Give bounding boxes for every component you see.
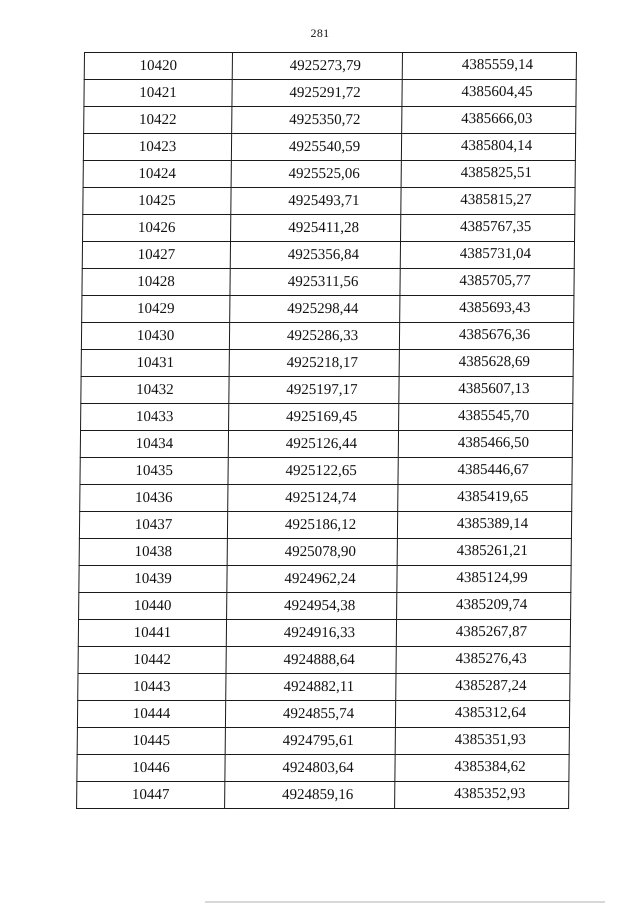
- y-coordinate-cell: 4385666,03: [402, 107, 576, 134]
- table-row: [81, 404, 573, 431]
- point-number-cell: 10447: [77, 782, 225, 809]
- x-coordinate-cell: 4924859,16: [225, 782, 395, 809]
- x-coordinate-cell: 4925540,59: [231, 134, 401, 161]
- x-coordinate-cell: 4925124,74: [228, 485, 398, 512]
- point-number-cell: 10428: [82, 269, 230, 296]
- y-coordinate-cell: 4385209,74: [397, 593, 571, 620]
- y-coordinate-cell: 4385604,45: [402, 80, 576, 107]
- table-row: [77, 755, 569, 782]
- point-number-cell: 10439: [79, 566, 227, 593]
- x-coordinate-cell: 4925186,12: [227, 512, 397, 539]
- y-coordinate-cell: 4385276,43: [396, 647, 570, 674]
- y-coordinate-cell: 4385287,24: [396, 674, 570, 701]
- table-row: [78, 674, 570, 701]
- x-coordinate-cell: 4925411,28: [231, 215, 401, 242]
- point-number-cell: 10434: [80, 431, 228, 458]
- table-row: [83, 161, 575, 188]
- y-coordinate-cell: 4385389,14: [397, 512, 571, 539]
- x-coordinate-cell: 4924803,64: [225, 755, 395, 782]
- y-coordinate-cell: 4385676,36: [399, 323, 573, 350]
- table-row: [81, 377, 573, 404]
- table-row: [83, 215, 575, 242]
- x-coordinate-cell: 4925122,65: [228, 458, 398, 485]
- x-coordinate-cell: 4925298,44: [230, 296, 400, 323]
- table-row: [77, 728, 569, 755]
- point-number-cell: 10438: [79, 539, 227, 566]
- point-number-cell: 10426: [83, 215, 231, 242]
- x-coordinate-cell: 4925078,90: [227, 539, 397, 566]
- x-coordinate-cell: 4925493,71: [231, 188, 401, 215]
- y-coordinate-cell: 4385731,04: [400, 242, 574, 269]
- y-coordinate-cell: 4385124,99: [397, 566, 571, 593]
- table-row: [79, 539, 571, 566]
- table-row: [77, 701, 569, 728]
- table-row: [80, 458, 572, 485]
- point-number-cell: 10420: [84, 53, 232, 80]
- table-row: [79, 512, 571, 539]
- x-coordinate-cell: 4924916,33: [226, 620, 396, 647]
- x-coordinate-cell: 4924962,24: [227, 566, 397, 593]
- table-row: [81, 350, 573, 377]
- y-coordinate-cell: 4385419,65: [398, 485, 572, 512]
- x-coordinate-cell: 4925169,45: [229, 404, 399, 431]
- point-number-cell: 10432: [81, 377, 229, 404]
- point-number-cell: 10435: [80, 458, 228, 485]
- point-number-cell: 10443: [78, 674, 226, 701]
- table-row: [83, 188, 575, 215]
- x-coordinate-cell: 4925291,72: [232, 80, 402, 107]
- x-coordinate-cell: 4925197,17: [229, 377, 399, 404]
- x-coordinate-cell: 4925286,33: [229, 323, 399, 350]
- point-number-cell: 10446: [77, 755, 225, 782]
- table-row: [83, 134, 575, 161]
- y-coordinate-cell: 4385705,77: [400, 269, 574, 296]
- x-coordinate-cell: 4925218,17: [229, 350, 399, 377]
- point-number-cell: 10433: [81, 404, 229, 431]
- point-number-cell: 10427: [82, 242, 230, 269]
- coordinates-table-body: [77, 53, 577, 809]
- y-coordinate-cell: 4385545,70: [399, 404, 573, 431]
- y-coordinate-cell: 4385466,50: [398, 431, 572, 458]
- table-row: [84, 107, 576, 134]
- y-coordinate-cell: 4385352,93: [395, 782, 569, 809]
- y-coordinate-cell: 4385804,14: [401, 134, 575, 161]
- y-coordinate-cell: 4385446,67: [398, 458, 572, 485]
- table-row: [84, 53, 576, 80]
- table-row: [79, 593, 571, 620]
- x-coordinate-cell: 4924954,38: [227, 593, 397, 620]
- table-row: [78, 620, 570, 647]
- table-row: [77, 782, 569, 809]
- scan-edge-line: [205, 901, 605, 903]
- table-row: [84, 80, 576, 107]
- point-number-cell: 10437: [79, 512, 227, 539]
- point-number-cell: 10440: [79, 593, 227, 620]
- y-coordinate-cell: 4385767,35: [401, 215, 575, 242]
- table-row: [79, 566, 571, 593]
- page-number: 281: [310, 26, 330, 40]
- point-number-cell: 10425: [83, 188, 231, 215]
- point-number-cell: 10445: [77, 728, 225, 755]
- table-row: [82, 242, 574, 269]
- x-coordinate-cell: 4924855,74: [225, 701, 395, 728]
- point-number-cell: 10444: [77, 701, 225, 728]
- point-number-cell: 10424: [83, 161, 231, 188]
- point-number-cell: 10430: [81, 323, 229, 350]
- table-row: [82, 269, 574, 296]
- y-coordinate-cell: 4385312,64: [395, 701, 569, 728]
- y-coordinate-cell: 4385559,14: [402, 53, 576, 80]
- point-number-cell: 10442: [78, 647, 226, 674]
- table-row: [78, 647, 570, 674]
- y-coordinate-cell: 4385267,87: [396, 620, 570, 647]
- table-row: [81, 323, 573, 350]
- y-coordinate-cell: 4385607,13: [399, 377, 573, 404]
- point-number-cell: 10431: [81, 350, 229, 377]
- table-row: [82, 296, 574, 323]
- x-coordinate-cell: 4925273,79: [232, 53, 402, 80]
- x-coordinate-cell: 4925356,84: [230, 242, 400, 269]
- point-number-cell: 10422: [84, 107, 232, 134]
- table-row: [80, 431, 572, 458]
- point-number-cell: 10421: [84, 80, 232, 107]
- y-coordinate-cell: 4385693,43: [400, 296, 574, 323]
- x-coordinate-cell: 4924795,61: [225, 728, 395, 755]
- y-coordinate-cell: 4385261,21: [397, 539, 571, 566]
- x-coordinate-cell: 4925350,72: [232, 107, 402, 134]
- point-number-cell: 10423: [83, 134, 231, 161]
- y-coordinate-cell: 4385825,51: [401, 161, 575, 188]
- point-number-cell: 10429: [82, 296, 230, 323]
- table-row: [80, 485, 572, 512]
- y-coordinate-cell: 4385384,62: [395, 755, 569, 782]
- x-coordinate-cell: 4925525,06: [231, 161, 401, 188]
- point-number-cell: 10436: [80, 485, 228, 512]
- point-number-cell: 10441: [78, 620, 226, 647]
- y-coordinate-cell: 4385628,69: [399, 350, 573, 377]
- x-coordinate-cell: 4925126,44: [228, 431, 398, 458]
- x-coordinate-cell: 4924882,11: [226, 674, 396, 701]
- y-coordinate-cell: 4385815,27: [401, 188, 575, 215]
- coordinates-table: [76, 52, 577, 809]
- x-coordinate-cell: 4925311,56: [230, 269, 400, 296]
- x-coordinate-cell: 4924888,64: [226, 647, 396, 674]
- y-coordinate-cell: 4385351,93: [395, 728, 569, 755]
